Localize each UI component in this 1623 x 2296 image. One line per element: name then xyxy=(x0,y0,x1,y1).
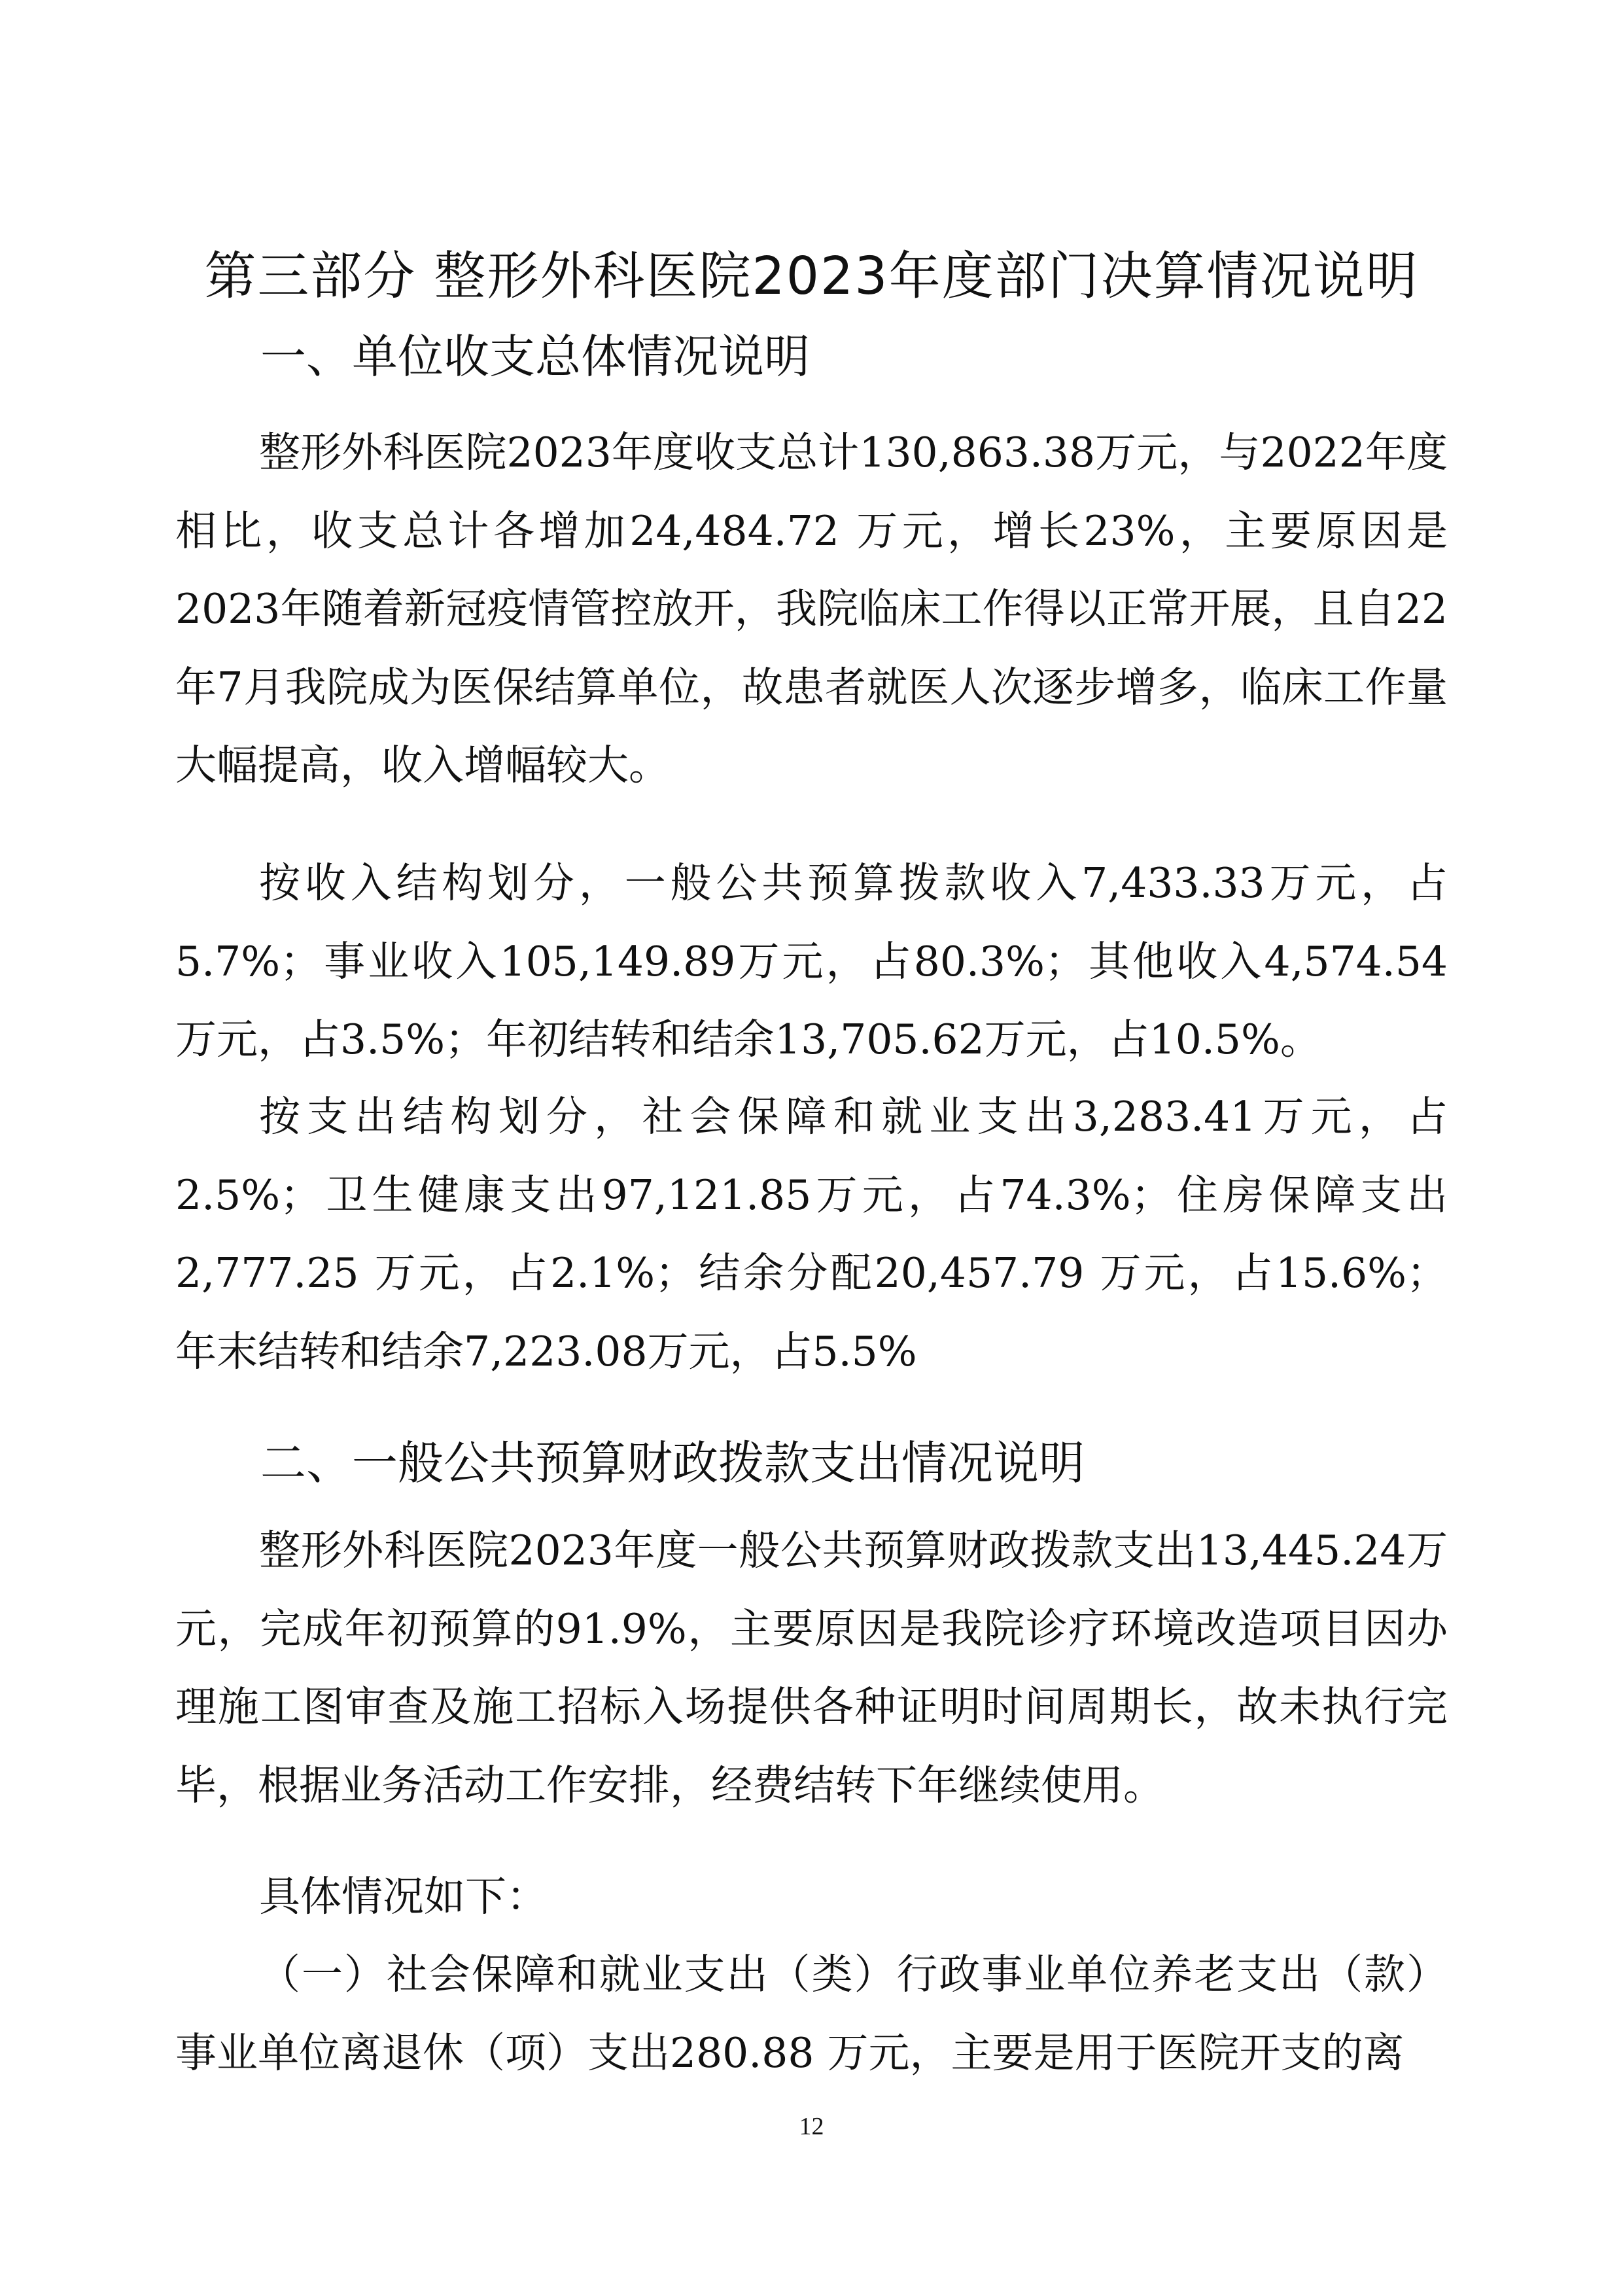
section1-paragraph-3: 按支出结构划分，社会保障和就业支出3,283.41万元，占2.5%；卫生健康支出97,121.85万元，占74.3%；住房保障支出2,777.25 万元，占2.1%；结余分配20,457.79 万元，占15.6%；年末结转和结余7,223.08万元，占5.5% xyxy=(175,1093,1448,1375)
section-heading-1: 一、单位收支总体情况说明 xyxy=(260,330,810,383)
section1-paragraph-1: 整形外科医院2023年度收支总计130,863.38万元，与2022年度相比，收支总计各增加24,484.72 万元，增长23%，主要原因是2023年随着新冠疫情管控放开，我院临床工作得以正常开展，且自22年7月我院成为医保结算单位，故患者就医人次逐步增多，临床工作量大幅提高，收入增幅较大。 xyxy=(175,429,1448,789)
page-number: 12 xyxy=(799,2113,824,2140)
document-title: 第三部分 整形外科医院2023年度部门决算情况说明 xyxy=(204,246,1419,306)
section2-paragraph-3: （一）社会保障和就业支出（类）行政事业单位养老支出（款）事业单位离退休（项）支出280.88 万元，主要是用于医院开支的离 xyxy=(175,1951,1448,2077)
section2-paragraph-1: 整形外科医院2023年度一般公共预算财政拨款支出13,445.24万元，完成年初预算的91.9%，主要原因是我院诊疗环境改造项目因办理施工图审查及施工招标入场提供各种证明时间周期长，故未执行完毕，根据业务活动工作安排，经费结转下年继续使用。 xyxy=(175,1527,1448,1809)
section2-paragraph-2: 具体情况如下： xyxy=(259,1873,548,1920)
section1-paragraph-2: 按收入结构划分，一般公共预算拨款收入7,433.33万元，占5.7%；事业收入105,149.89万元，占80.3%；其他收入4,574.54万元，占3.5%；年初结转和结余13,705.62万元，占10.5%。 xyxy=(175,859,1448,1063)
section-heading-2: 二、一般公共预算财政拨款支出情况说明 xyxy=(260,1436,1085,1490)
